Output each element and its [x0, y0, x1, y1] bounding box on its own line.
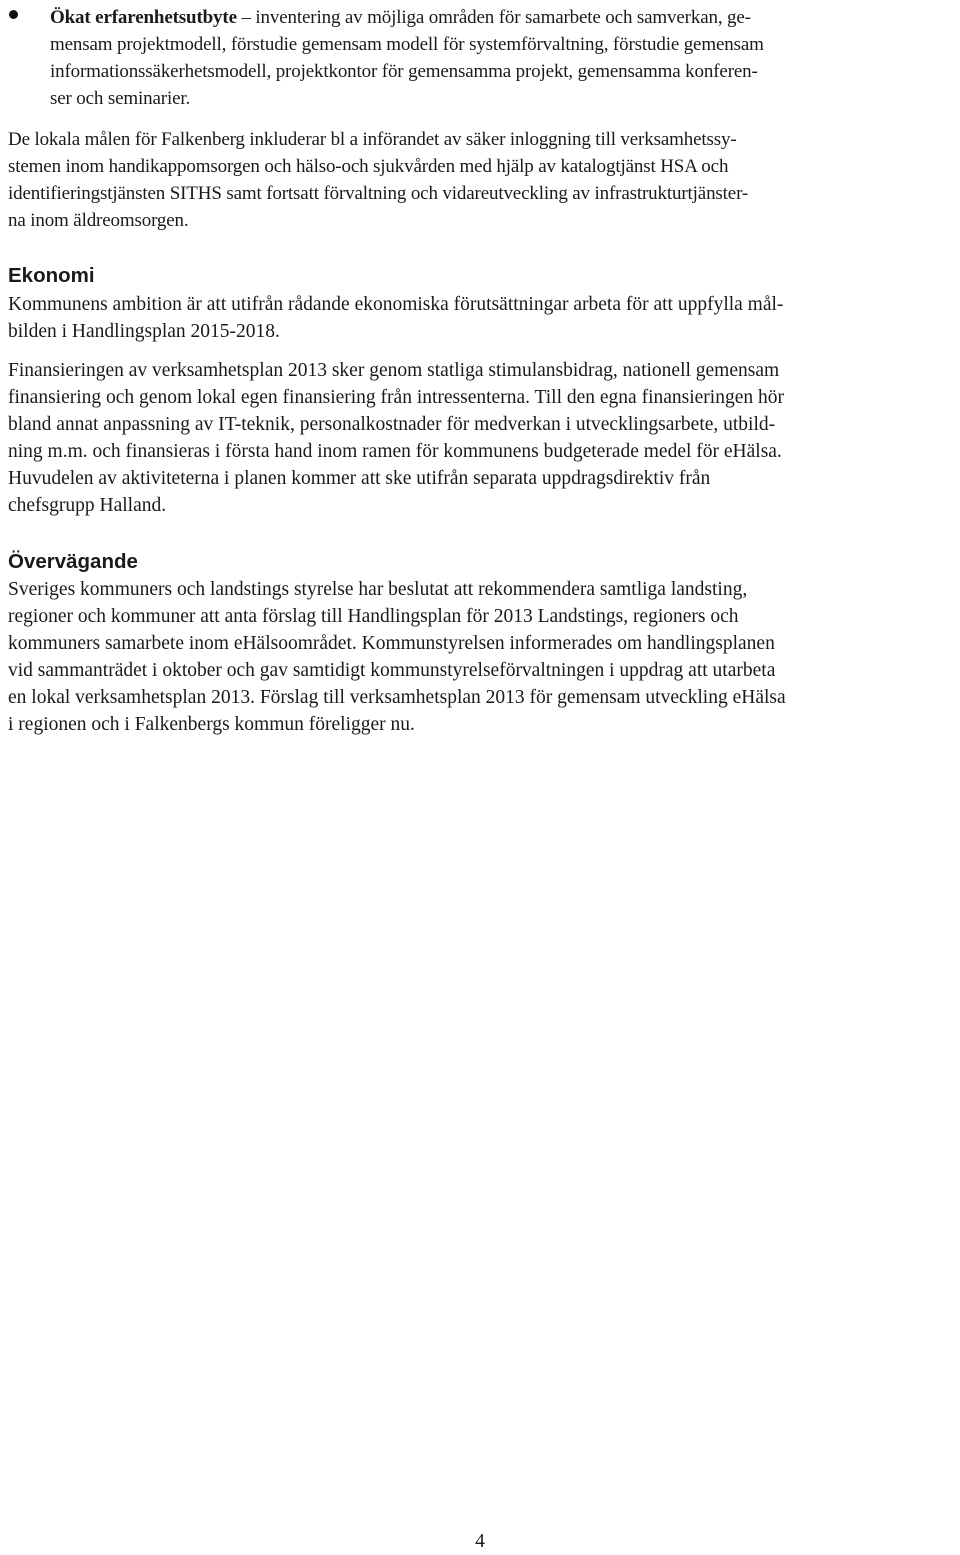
paragraph-line: identifieringstjänsten SITHS samt fortsatt förvaltning och vidareutveckling av infrastrukturtjänster- — [8, 183, 749, 204]
bullet-line-3: informationssäkerhetsmodell, projektkontor för gemensamma projekt, gemensamma konferen- — [50, 61, 758, 82]
paragraph-line: chefsgrupp Halland. — [8, 495, 167, 516]
paragraph-line: bland annat anpassning av IT-teknik, personalkostnader för medverkan i utvecklingsarbete, utbild- — [8, 414, 776, 435]
bullet-line-2: mensam projektmodell, förstudie gemensam modell för systemförvaltning, förstudie gemensam — [50, 34, 764, 55]
paragraph-line: na inom äldreomsorgen. — [8, 210, 189, 231]
bullet-icon — [9, 10, 18, 19]
paragraph-line: stemen inom handikappomsorgen och hälso-och sjukvården med hjälp av katalogtjänst HSA och — [8, 156, 729, 177]
paragraph-line: ning m.m. och finansieras i första hand inom ramen för kommunens budgeterade medel för eHälsa. — [8, 441, 782, 462]
bullet-lead: Ökat erfarenhetsutbyte — [50, 7, 237, 28]
paragraph-line: De lokala målen för Falkenberg inkluderar bl a införandet av säker inloggning till verksamhetssy- — [8, 129, 737, 150]
section-heading-overvagande: Övervägande — [8, 550, 138, 573]
paragraph-line: Sveriges kommuners och landstings styrelse har beslutat att rekommendera samtliga landsting, — [8, 579, 748, 600]
page-number: 4 — [475, 1531, 485, 1552]
paragraph-line: vid sammanträdet i oktober och gav samtidigt kommunstyrelseförvaltningen i uppdrag att utarbeta — [8, 660, 776, 681]
paragraph-line: Finansieringen av verksamhetsplan 2013 sker genom statliga stimulansbidrag, nationell gemensam — [8, 360, 780, 381]
section-heading-ekonomi: Ekonomi — [8, 264, 95, 287]
paragraph-line: i regionen och i Falkenbergs kommun föreligger nu. — [8, 714, 415, 735]
paragraph-line: regioner och kommuner att anta förslag till Handlingsplan för 2013 Landstings, regioners och — [8, 606, 739, 627]
paragraph-line: kommuners samarbete inom eHälsoområdet. Kommunstyrelsen informerades om handlingsplanen — [8, 633, 775, 654]
paragraph-line: Kommunens ambition är att utifrån rådande ekonomiska förutsättningar arbeta för att uppfylla mål- — [8, 294, 784, 315]
bullet-line-4: ser och seminarier. — [50, 88, 191, 109]
paragraph-line: finansiering och genom lokal egen finansiering från intressenterna. Till den egna finansieringen hör — [8, 387, 784, 408]
paragraph-line: en lokal verksamhetsplan 2013. Förslag till verksamhetsplan 2013 för gemensam utveckling eHälsa — [8, 687, 786, 708]
paragraph-line: bilden i Handlingsplan 2015-2018. — [8, 321, 280, 342]
bullet-line-1: Ökat erfarenhetsutbyte – inventering av möjliga områden för samarbete och samverkan, ge- — [50, 7, 751, 28]
paragraph-line: Huvudelen av aktiviteterna i planen kommer att ske utifrån separata uppdragsdirektiv från — [8, 468, 711, 489]
